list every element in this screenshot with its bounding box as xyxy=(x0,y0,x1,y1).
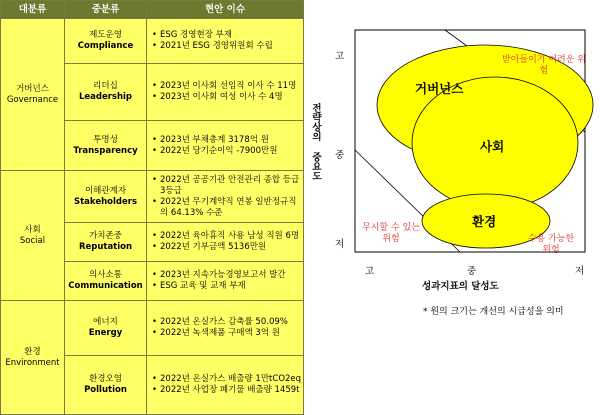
issue-item: • 2023년 이사회 선임직 이사 수 11명 xyxy=(160,81,303,92)
x-tick-mid: 중 xyxy=(467,266,477,277)
issue-item: • 2023년 이사회 여성 이사 수 4명 xyxy=(160,92,303,103)
sub-communication xyxy=(65,262,147,301)
sub-en: Reputation xyxy=(78,242,133,252)
issue-item: • 2022년 공공기관 안전관리 종합 등급 3등급 xyxy=(160,175,303,197)
sub-ko: 에너지 xyxy=(93,317,118,327)
size-note: * 원의 크기는 개선의 시급성을 의미 xyxy=(423,307,564,317)
category-environment xyxy=(1,301,65,415)
issue-item: • 2022년 무기계약직 연봉 일반정규직의 64.13% 수준 xyxy=(160,197,303,219)
sub-pollution xyxy=(65,356,147,415)
sub-en: Transparency xyxy=(73,145,138,156)
issues-communication xyxy=(147,262,304,301)
issues-reputation xyxy=(147,223,304,262)
issue-item: • 2021년 ESG 경영위원회 수립 xyxy=(160,41,303,52)
issue-item: • 2023년 부채총계 3178억 원 xyxy=(160,135,303,146)
issue-item: • 2022년 온실가스 배출량 1만tCO2eq xyxy=(160,374,303,385)
y-axis-title: 전략상의 중요도 xyxy=(310,103,321,181)
category-en: Governance xyxy=(6,94,59,105)
zone-label-unacceptable: 받아들이기 어려운 위험 xyxy=(502,55,586,76)
category-en: Environment xyxy=(5,357,60,368)
sub-en: Communication xyxy=(68,281,143,291)
sub-compliance xyxy=(65,19,147,64)
category-social xyxy=(1,171,65,301)
issue-item: • 2022년 당기순이익 -7900만원 xyxy=(160,146,303,157)
circle-label-social: 사회 xyxy=(480,139,505,154)
issue-item: • 2022년 기부금액 5136만원 xyxy=(160,242,303,253)
header-subcategory: 중분류 xyxy=(65,1,147,19)
issue-item: • 2022년 온실가스 감축률 50.09% xyxy=(160,317,303,328)
issue-item: • 2022년 녹색제품 구매액 3억 원 xyxy=(160,328,303,339)
circle-label-governance: 거버넌스 xyxy=(415,81,464,96)
issue-item: • ESG 경영현장 부재 xyxy=(160,30,303,41)
issues-compliance xyxy=(147,19,304,64)
sub-leadership xyxy=(65,64,147,121)
issues-pollution xyxy=(147,356,304,415)
x-axis-title: 성과지표의 달성도 xyxy=(422,281,499,292)
zone-label-acceptable: 수용 가능한 위험 xyxy=(527,234,575,255)
issue-item: • ESG 교육 및 교재 부재 xyxy=(160,281,303,292)
risk-matrix xyxy=(305,0,600,415)
sub-transparency xyxy=(65,121,147,171)
table-row xyxy=(1,171,304,223)
header-category: 대분류 xyxy=(1,1,65,19)
header-issues: 현안 이슈 xyxy=(147,1,304,19)
category-ko: 환경 xyxy=(24,346,41,357)
issue-item: • 2023년 지속가능경영보고서 발간 xyxy=(160,270,303,281)
sub-ko: 이해관계자 xyxy=(84,185,127,196)
y-tick-high: 고 xyxy=(335,51,345,62)
sub-reputation xyxy=(65,223,147,262)
category-en: Social xyxy=(19,235,46,246)
issue-item: • 2022년 육아휴직 사용 남성 직원 6명 xyxy=(160,231,303,242)
sub-ko: 투명성 xyxy=(93,134,118,145)
table-header-row xyxy=(1,1,304,19)
zone-label-negligible: 무시할 수 있는 위험 xyxy=(362,223,420,244)
sub-en: Pollution xyxy=(84,385,127,395)
x-tick-high: 고 xyxy=(365,266,375,277)
category-ko: 사회 xyxy=(24,224,41,235)
sub-energy xyxy=(65,301,147,356)
sub-en: Compliance xyxy=(77,41,134,51)
issues-transparency xyxy=(147,121,304,171)
x-tick-low: 저 xyxy=(575,266,585,277)
table-row xyxy=(1,19,304,64)
sub-ko: 가치존중 xyxy=(89,231,122,241)
issue-item: • 2022년 사업장 폐기물 배출량 1459t xyxy=(160,385,303,396)
circle-label-environment: 환경 xyxy=(472,214,497,229)
category-ko: 거버넌스 xyxy=(16,83,49,94)
issues-energy xyxy=(147,301,304,356)
sub-ko: 의사소통 xyxy=(89,270,122,280)
issues-leadership xyxy=(147,64,304,121)
sub-stakeholders xyxy=(65,171,147,223)
sub-ko: 리더십 xyxy=(93,81,118,91)
y-tick-low: 저 xyxy=(335,239,345,250)
sub-ko: 제도운영 xyxy=(89,30,122,40)
y-tick-mid: 중 xyxy=(335,150,345,161)
sub-en: Leadership xyxy=(78,92,133,102)
issues-stakeholders xyxy=(147,171,304,223)
sub-en: Energy xyxy=(88,328,123,338)
sub-en: Stakeholders xyxy=(73,196,137,207)
table-row xyxy=(1,301,304,356)
sub-ko: 환경오염 xyxy=(89,374,122,384)
category-governance xyxy=(1,19,65,171)
